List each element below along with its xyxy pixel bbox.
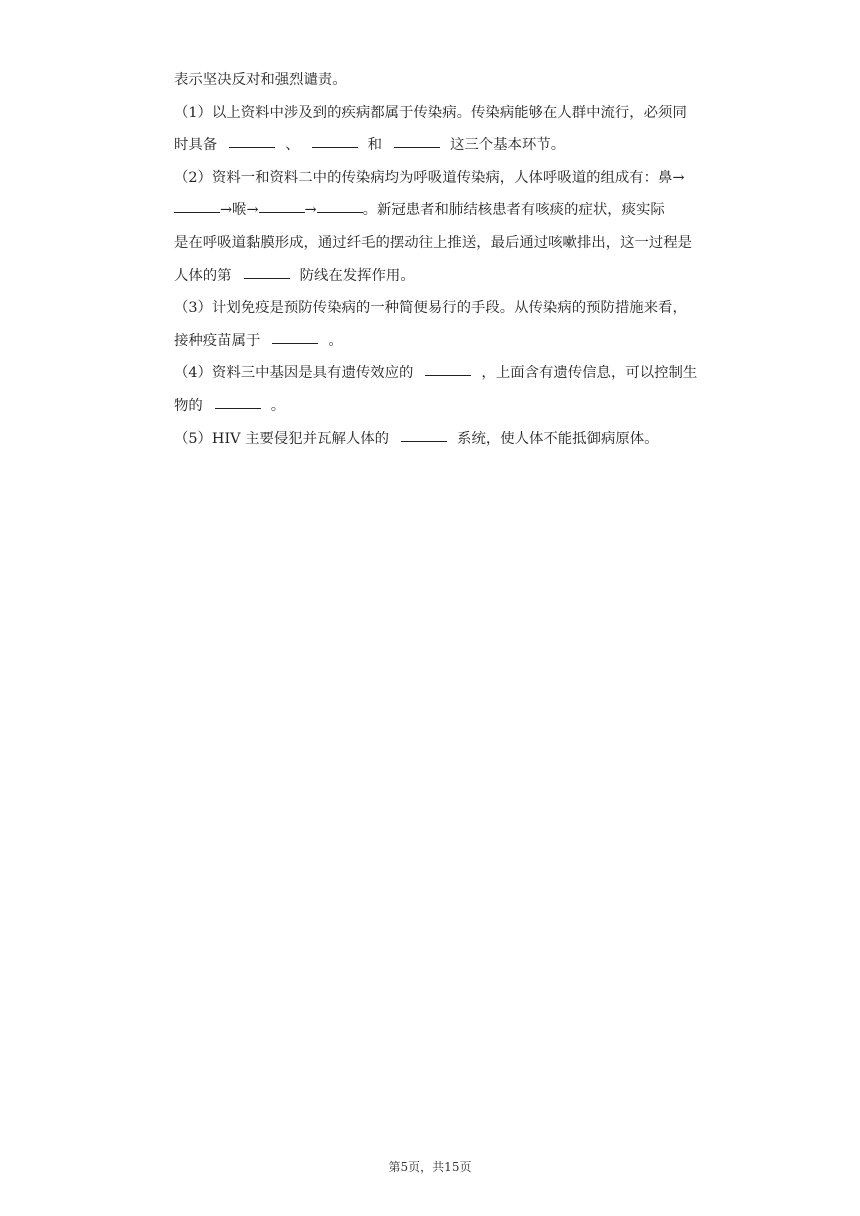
question-4-line-1 [174, 357, 718, 390]
text-segment: → [304, 202, 317, 219]
question-4-line-2 [174, 390, 718, 423]
text-segment: 。新冠患者和肺结核患者有咳痰的症状，痰实际 [362, 202, 665, 219]
answer-blank[interactable] [244, 260, 290, 279]
answer-blank[interactable] [272, 325, 318, 344]
answer-blank[interactable] [229, 129, 275, 148]
question-3-line-2 [174, 325, 718, 358]
answer-blank[interactable] [394, 129, 440, 148]
text-segment: 接种疫苗属于 [174, 332, 261, 349]
question-5-line-1 [174, 423, 718, 456]
answer-blank[interactable] [312, 129, 358, 148]
text-segment: 。 [270, 397, 286, 414]
question-1-line-1 [174, 97, 718, 130]
text-segment: 物的 [174, 397, 203, 414]
text-segment: （2）资料一和资料二中的传染病均为呼吸道传染病，人体呼吸道的组成有：鼻→ [174, 169, 685, 186]
question-2-line-3 [174, 227, 718, 260]
text-segment: （3）计划免疫是预防传染病的一种简便易行的手段。从传染病的预防措施来看， [174, 300, 687, 317]
question-2-line-1 [174, 162, 718, 195]
question-1-line-2 [174, 129, 718, 162]
answer-blank[interactable] [401, 423, 447, 442]
page-number-footer: 第5页，共15页 [388, 1160, 472, 1174]
text-segment: 系统，使人体不能抵御病原体。 [457, 430, 659, 447]
text-segment: 、 [285, 137, 300, 154]
text-segment: （5）HIV 主要侵犯并瓦解人体的 [174, 430, 390, 447]
question-body [174, 64, 718, 455]
question-2-line-4 [174, 260, 718, 293]
answer-blank[interactable] [174, 194, 220, 213]
intro-line [174, 64, 718, 97]
text-segment: 时具备 [174, 137, 218, 154]
text-segment: 是在呼吸道黏膜形成，通过纤毛的摆动往上推送，最后通过咳嗽排出，这一过程是 [174, 234, 693, 251]
answer-blank[interactable] [317, 194, 363, 213]
text-segment: 。 [328, 332, 343, 349]
text-segment: 这三个基本环节。 [450, 137, 566, 154]
answer-blank[interactable] [259, 194, 305, 213]
text-segment: 人体的第 [174, 267, 232, 284]
question-3-line-1 [174, 292, 718, 325]
question-2-line-2 [174, 194, 718, 227]
text-segment: （4）资料三中基因是具有遗传效应的 [174, 365, 414, 382]
text-segment: （1）以上资料中涉及到的疾病都属于传染病。传染病能够在人群中流行，必须同 [174, 104, 687, 121]
text-segment: ，上面含有遗传信息，可以控制生 [481, 365, 698, 382]
text-segment: 表示坚决反对和强烈谴责。 [174, 72, 347, 88]
text-segment: 防线在发挥作用。 [299, 267, 415, 284]
answer-blank[interactable] [215, 390, 261, 409]
answer-blank[interactable] [425, 357, 471, 376]
text-segment: →喉→ [220, 202, 259, 219]
text-segment: 和 [367, 137, 382, 154]
